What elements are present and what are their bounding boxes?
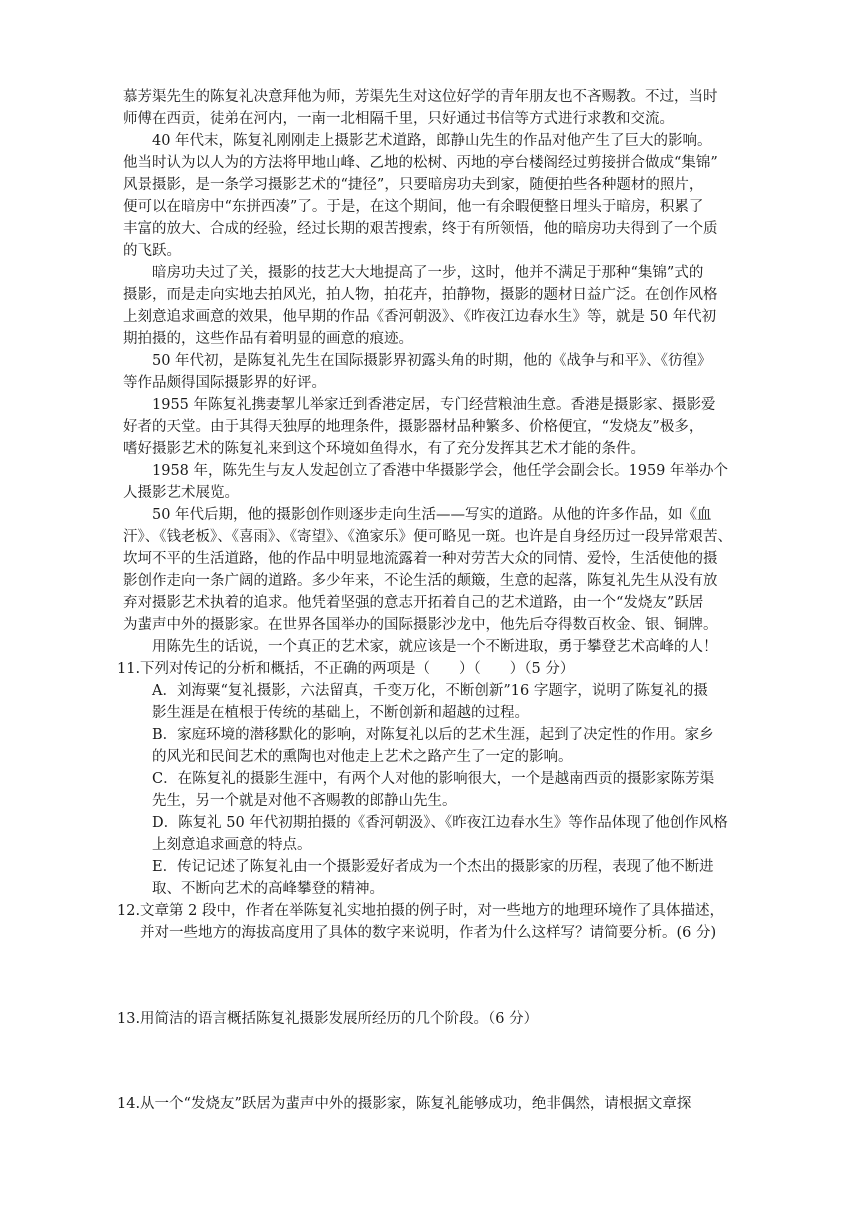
text-line: 丰富的放大、合成的经验，经过长期的艰苦搜索，终于有所领悟，他的暗房功夫得到了一个质 [123, 221, 718, 237]
text-line: 师傅在西贡，徒弟在河内，一南一北相隔千里，只好通过书信等方式进行求教和交流。 [123, 111, 674, 127]
option-line: 的风光和民间艺术的熏陶也对他走上艺术之路产生了一定的影响。 [152, 749, 573, 765]
option-line: 取、不断向艺术的高峰攀登的精神。 [152, 881, 384, 897]
option-line: E．传记记述了陈复礼由一个摄影爱好者成为一个杰出的摄影家的历程，表现了他不断进 [152, 859, 714, 875]
question-line: 12.文章第 2 段中，作者在举陈复礼实地拍摄的例子时，对一些地方的地理环境作了具体描述， [117, 903, 724, 919]
text-line: 好者的天堂。由于其得天独厚的地理条件，摄影器材品种繁多、价格便宜，“发烧友”极多， [123, 419, 704, 435]
text-line: 期拍摄的，这些作品有着明显的画意的痕迹。 [123, 331, 413, 347]
option-line: C．在陈复礼的摄影生涯中，有两个人对他的影响很大，一个是越南西贡的摄影家陈芳渠 [152, 771, 715, 787]
option-line: 上刻意追求画意的特点。 [152, 837, 312, 853]
text-line: 风景摄影，是一条学习摄影艺术的“捷径”，只要暗房功夫到家，随便拍些各种题材的照片， [123, 177, 704, 193]
text-line: 坎坷不平的生活道路，他的作品中明显地流露着一种对劳苦大众的同情、爱怜，生活使他的摄 [123, 551, 718, 567]
text-line: 他当时认为以人为的方法将甲地山峰、乙地的松树、丙地的亭台楼阁经过剪接拼合做成“集锦” [123, 155, 718, 171]
text-line: 慕芳渠先生的陈复礼决意拜他为师，芳渠先生对这位好学的青年朋友也不吝赐教。不过，当时 [123, 89, 718, 105]
option-line: A．刘海粟“复礼摄影，六法留真，千变万化，不断创新”16 字题字，说明了陈复礼的摄 [152, 683, 708, 699]
text-line: 便可以在暗房中“东拼西凑”了。于是，在这个期间，他一有余暇便整日埋头于暗房，积累了 [123, 199, 704, 215]
option-line: 先生，另一个就是对他不吝赐教的郎静山先生。 [152, 793, 457, 809]
text-line: 1958 年，陈先生与友人发起创立了香港中华摄影学会，他任学会副会长。1959 年举办个 [152, 463, 729, 479]
text-line: 的飞跃。 [123, 243, 181, 259]
text-line: 为蜚声中外的摄影家。在世界各国举办的国际摄影沙龙中，他先后夺得数百枚金、银、铜牌。 [123, 617, 718, 633]
option-line: 影生涯是在植根于传统的基础上，不断创新和超越的过程。 [152, 705, 529, 721]
question-line: 13.用简洁的语言概括陈复礼摄影发展所经历的几个阶段。（6 分） [117, 1011, 539, 1027]
option-line: D．陈复礼 50 年代初期拍摄的《香河朝汲》、《昨夜江边春水生》等作品体现了他创作风格 [152, 815, 728, 831]
text-line: 人摄影艺术展览。 [123, 485, 239, 501]
option-line: B．家庭环境的潜移默化的影响，对陈复礼以后的艺术生涯，起到了决定性的作用。家乡 [152, 727, 714, 743]
question-line: 14.从一个“发烧友”跃居为蜚声中外的摄影家，陈复礼能够成功，绝非偶然，请根据文章探 [117, 1096, 692, 1112]
text-line: 摄影，而是走向实地去拍风光，拍人物，拍花卉，拍静物，摄影的题材日益广泛。在创作风格 [123, 287, 718, 303]
text-line: 1955 年陈复礼携妻挈儿举家迁到香港定居，专门经营粮油生意。香港是摄影家、摄影爱 [152, 397, 716, 413]
text-line: 嗜好摄影艺术的陈复礼来到这个环境如鱼得水，有了充分发挥其艺术才能的条件。 [123, 441, 645, 457]
text-line: 暗房功夫过了关，摄影的技艺大大地提高了一步，这时，他并不满足于那种“集锦”式的 [152, 265, 704, 281]
text-line: 50 年代后期，他的摄影创作则逐步走向生活——写实的道路。从他的许多作品，如《血 [152, 507, 712, 523]
text-line: 50 年代初，是陈复礼先生在国际摄影界初露头角的时期，他的《战争与和平》、《彷徨》 [152, 353, 712, 369]
text-line: 用陈先生的话说，一个真正的艺术家，就应该是一个不断进取，勇于攀登艺术高峰的人！ [152, 639, 718, 655]
text-line: 弃对摄影艺术执着的追求。他凭着坚强的意志开拓着自己的艺术道路，由一个“发烧友”跃居 [123, 595, 704, 611]
question-line: 并对一些地方的海拔高度用了具体的数字来说明，作者为什么这样写？请简要分析。(6 分) [140, 925, 717, 941]
text-line: 等作品颇得国际摄影界的好评。 [123, 375, 326, 391]
text-line: 影创作走向一条广阔的道路。多少年来，不论生活的颠簸，生意的起落，陈复礼先生从没有放 [123, 573, 718, 589]
text-line: 上刻意追求画意的效果，他早期的作品《香河朝汲》、《昨夜江边春水生》等，就是 50 年代初 [123, 309, 717, 325]
text-line: 汗》、《钱老板》、《喜雨》、《寄望》、《渔家乐》便可略见一斑。也许是自身经历过一段异常艰苦、 [123, 529, 732, 545]
question-line: 11.下列对传记的分析和概括，不正确的两项是（ ）（ ）（5 分） [117, 661, 575, 677]
text-line: 40 年代末，陈复礼刚刚走上摄影艺术道路，郎静山先生的作品对他产生了巨大的影响。 [152, 133, 712, 149]
